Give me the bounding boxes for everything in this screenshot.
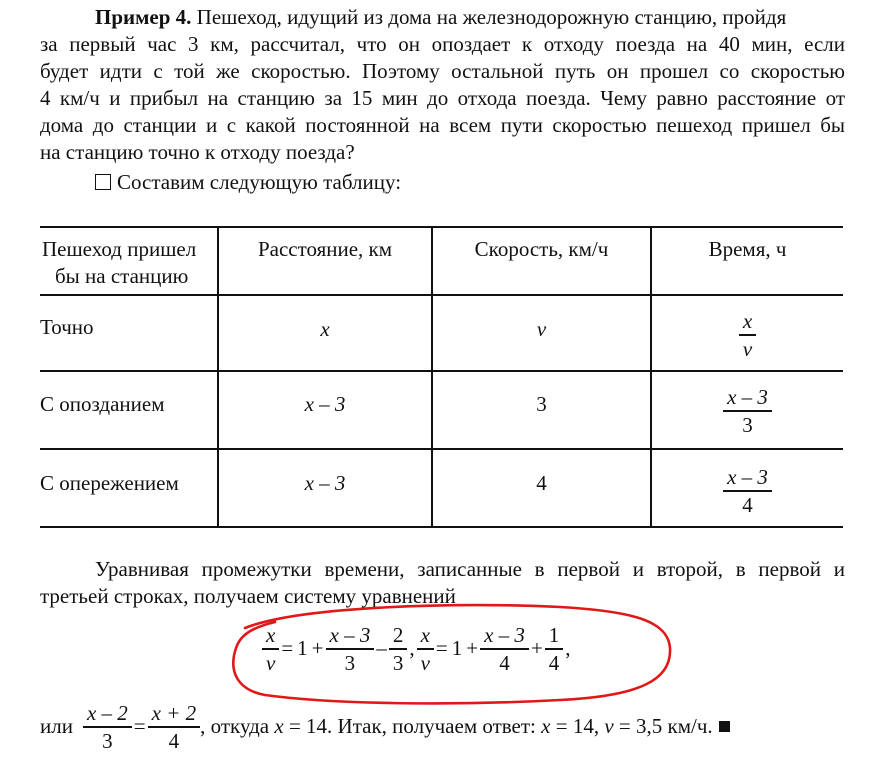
row-late-speed: 3 — [536, 392, 547, 416]
solution-line-1: Уравнивая промежутки времени, записанные в первой и второй, в первой и — [95, 557, 845, 581]
problem-line-5: дома до станции и с какой постоянной на всем пути скоростью пешеход пришел бы — [40, 113, 845, 137]
row-label-early: С опережением — [40, 471, 179, 495]
checkbox-icon — [95, 174, 111, 190]
problem-line-6: на станцию точно к отходу поезда? — [40, 140, 355, 164]
header-speed: Скорость, км/ч — [474, 237, 609, 261]
equation-system: $\frac{x}{v}$ = 1 + $\frac{x - 3}{3}$ – $\frac{2}{3}$ , $\frac{x}{v}$ = 1 + $\frac{x - 3}{4}$ + $\frac{1}{4}$ , — [262, 622, 573, 676]
row-label-exact: Точно — [40, 315, 94, 339]
row-label-late: С опозданием — [40, 392, 165, 416]
row-late-time: $\frac{x - 3}{3}$ — [652, 384, 843, 438]
problem-line-4: 4 км/ч и прибыл на станцию за 15 мин до отхода поезда. Чему равно расстояние от — [40, 86, 845, 110]
row-exact-speed: v — [536, 317, 547, 341]
row-early-distance: x – 3 — [304, 471, 346, 495]
row-early-time: $\frac{x - 3}{4}$ — [652, 464, 843, 518]
problem-line-2: за первый час 3 км, рассчитал, что он опоздает к отходу поезда на 40 мин, если — [40, 32, 845, 56]
problem-title: Пример 4. — [95, 5, 192, 29]
header-distance: Расстояние, км — [257, 237, 393, 261]
solution-text — [40, 556, 845, 610]
row-early-speed: 4 — [536, 471, 547, 495]
row-late-distance: x – 3 — [304, 392, 346, 416]
problem-line-1: Пример 4. Пешеход, идущий из дома на железнодорожную станцию, пройдя — [95, 5, 787, 29]
solution-line-2: третьей строках, получаем систему уравнений — [40, 584, 456, 608]
header-time: Время, ч — [708, 237, 787, 261]
final-answer-line: или $\frac{x - 2}{3}$ = $\frac{x + 2}{4}$ , откуда x = 14. Итак, получаем ответ: x = 14, v = 3,5 км/ч. — [40, 700, 730, 754]
header-pedestrian: Пешеход пришел бы на станцию — [42, 237, 197, 288]
end-of-proof-icon — [719, 721, 730, 732]
problem-line-3: будет идти с той же скоростью. Поэтому остальной путь он прошел со скоростью — [40, 59, 845, 83]
row-exact-distance: x — [320, 317, 330, 341]
intro-line: Составим следующую таблицу: — [95, 169, 401, 196]
row-exact-time: $\frac{x}{v}$ — [652, 308, 843, 362]
problem-text — [40, 4, 845, 166]
